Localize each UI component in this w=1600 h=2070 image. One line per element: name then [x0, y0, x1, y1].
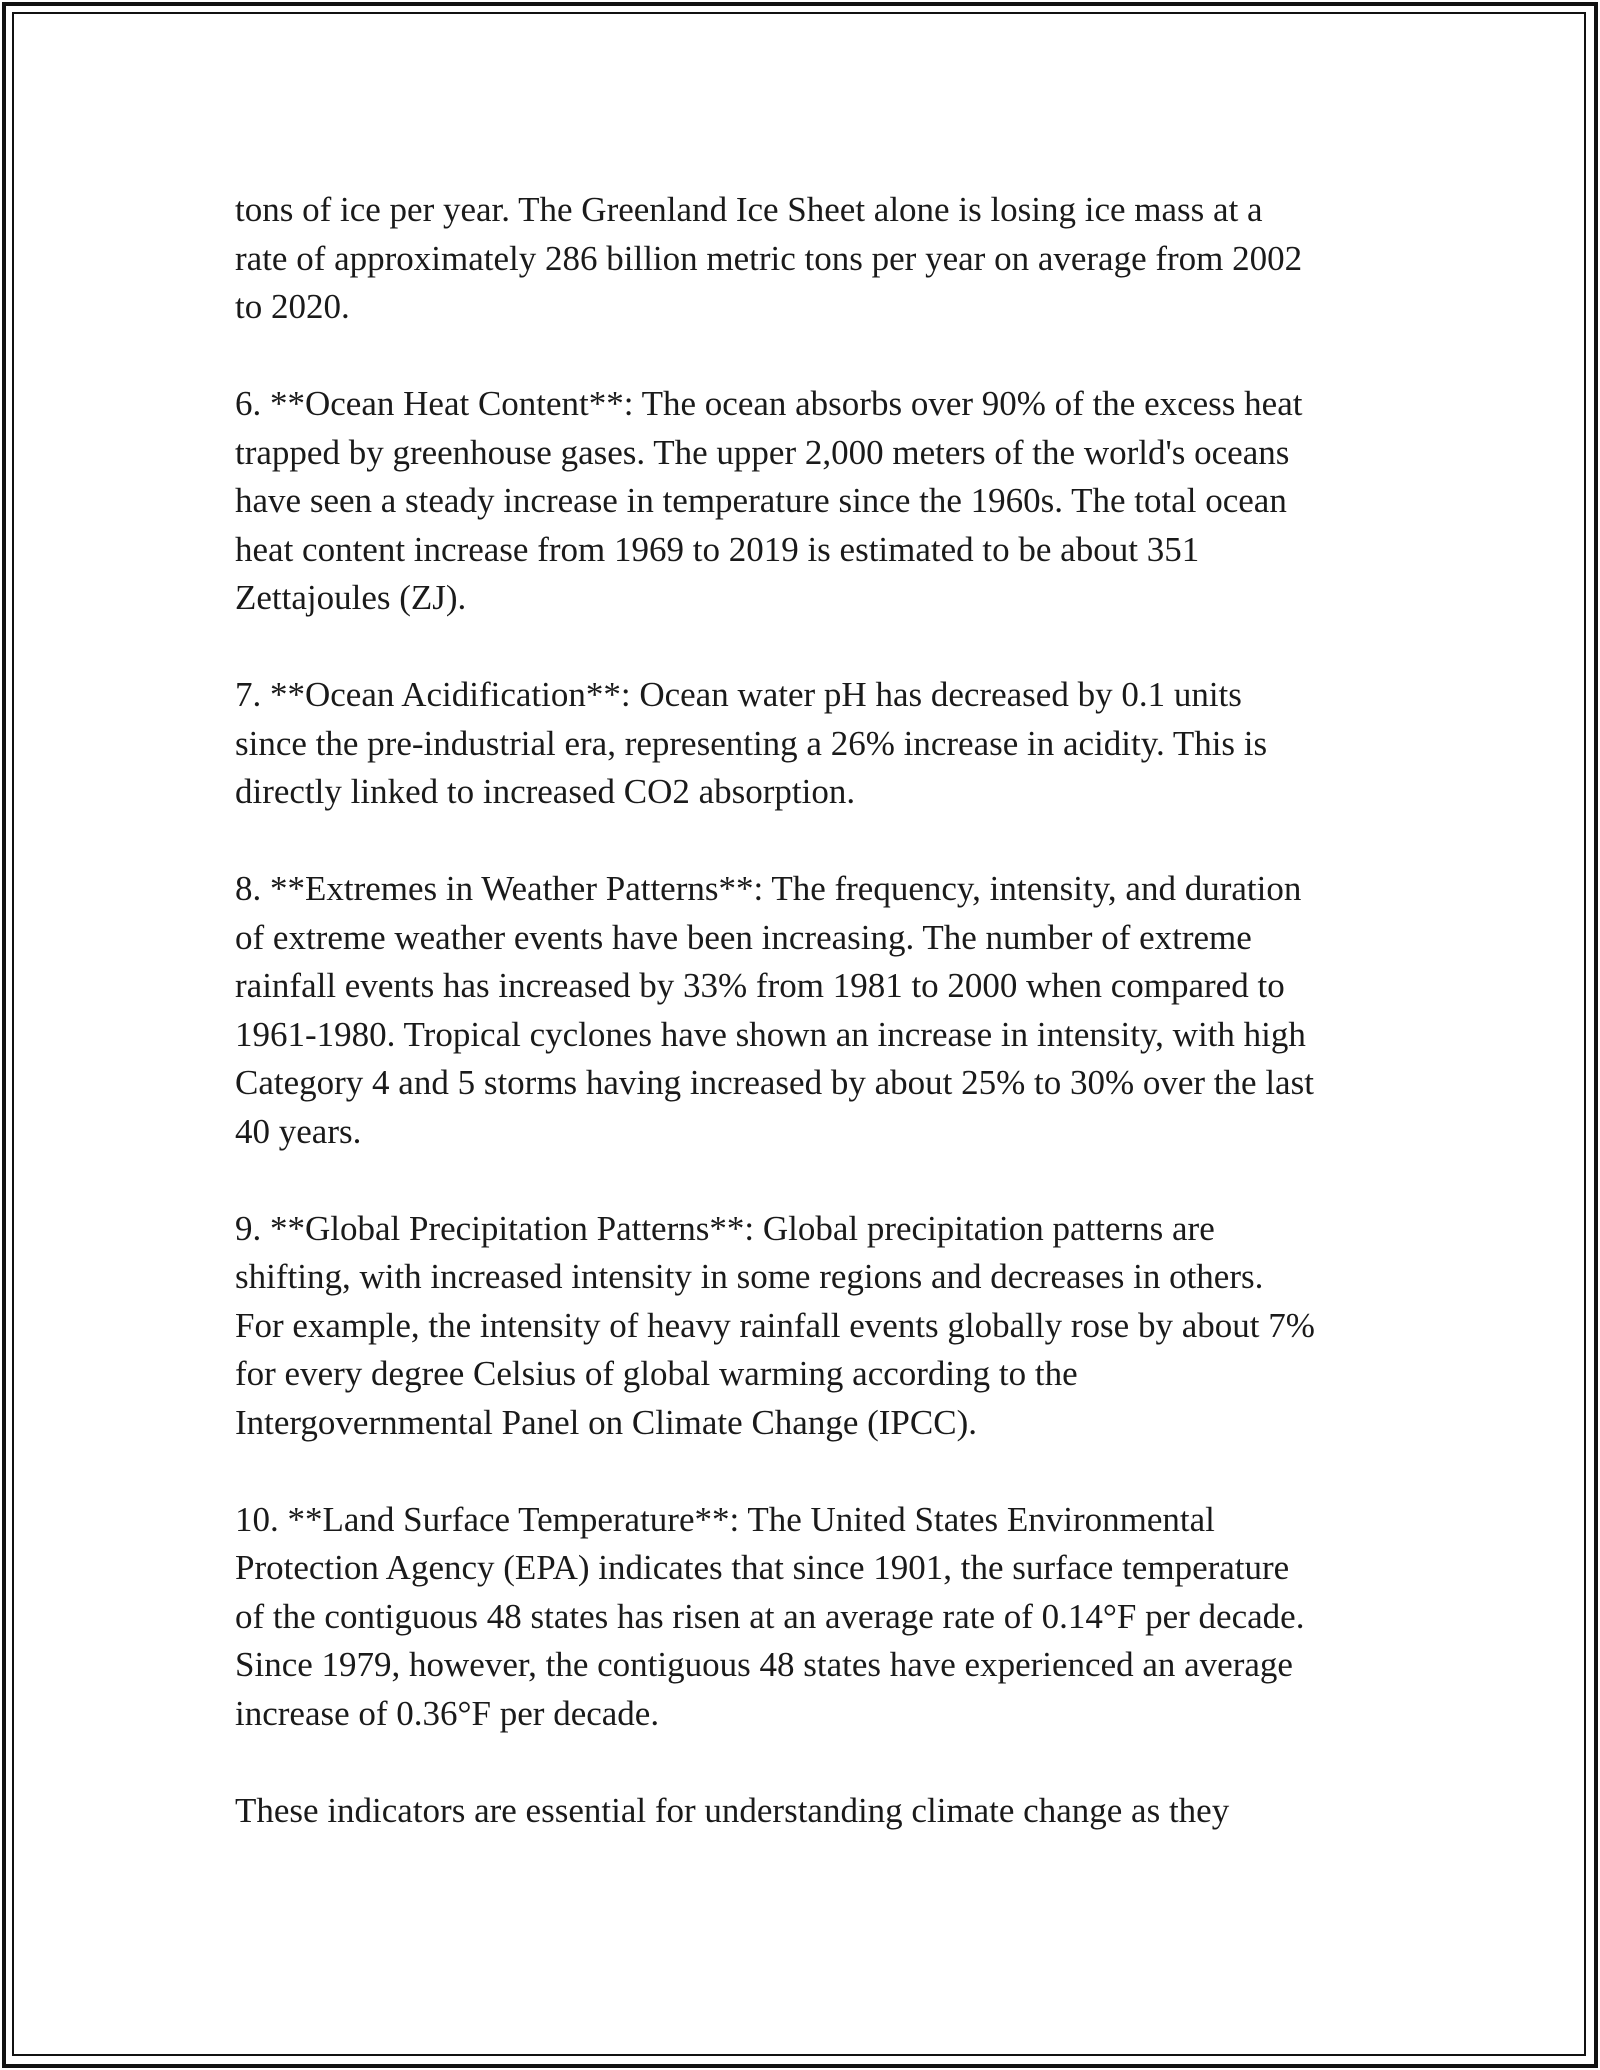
document-body [235, 186, 1385, 1835]
paragraph-land-surface-temperature: 10. **Land Surface Temperature**: The United States Environmental Protection Agency (EPA) indicates that since 1901, the surface temperature of the contiguous 48 states has risen at an average rate of 0.14°F per decade. Since 1979, however, the contiguous 48 states have experienced an average increase of 0.36°F per decade. [235, 1499, 1305, 1733]
paragraph-conclusion: These indicators are essential for understanding climate change as they [235, 1790, 1230, 1830]
paragraph-ocean-heat-content: 6. **Ocean Heat Content**: The ocean absorbs over 90% of the excess heat trapped by greenhouse gases. The upper 2,000 meters of the world's oceans have seen a steady increase in temperature since the 1960s. The total ocean heat content increase from 1969 to 2019 is estimated to be about 351 Zettajoules (ZJ). [235, 384, 1303, 617]
paragraph-ice-sheet: tons of ice per year. The Greenland Ice Sheet alone is losing ice mass at a rate of approximately 286 billion metric tons per year on average from 2002 to 2020. [235, 190, 1303, 326]
paragraph-precipitation-patterns: 9. **Global Precipitation Patterns**: Global precipitation patterns are shifting, with increased intensity in some regions and decreases in others. For example, the intensity of heavy rainfall events globally rose by about 7% for every degree Celsius of global warming according to the Intergovernmental Panel on Climate Change (IPCC). [235, 1208, 1315, 1442]
paragraph-weather-extremes: 8. **Extremes in Weather Patterns**: The frequency, intensity, and duration of extreme weather events have been increasing. The number of extreme rainfall events has increased by 33% from 1981 to 2000 when compared to 1961-1980. Tropical cyclones have shown an increase in intensity, with high Category 4 and 5 storms having increased by about 25% to 30% over the last 40 years. [235, 869, 1314, 1151]
paragraph-ocean-acidification: 7. **Ocean Acidification**: Ocean water pH has decreased by 0.1 units since the pre-industrial era, representing a 26% increase in acidity. This is directly linked to increased CO2 absorption. [235, 675, 1268, 811]
